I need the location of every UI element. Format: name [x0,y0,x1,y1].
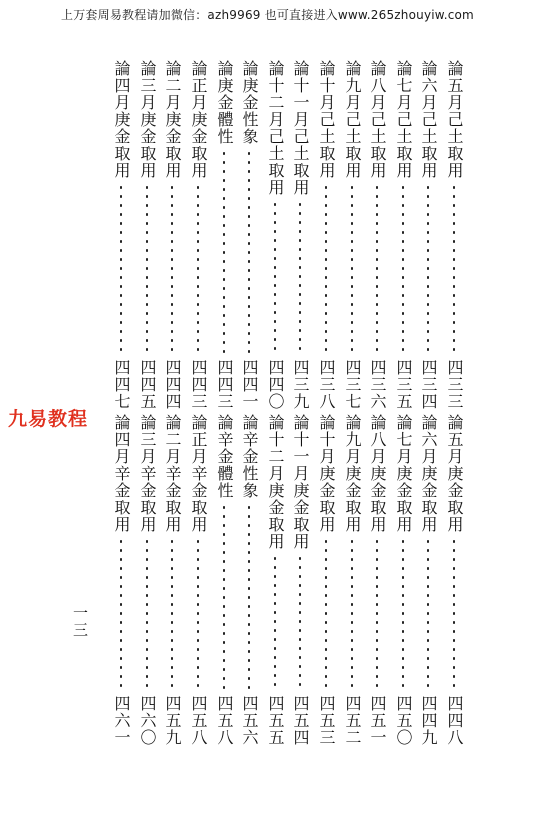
entry-title: 論三月庚金取用 [138,60,157,179]
dot-leader [376,537,378,691]
entry-title: 論三月辛金取用 [138,414,157,533]
toc-top-entry [415,60,441,410]
watermark-logo: 九易教程 [8,408,89,430]
entry-title: 論十一月庚金取用 [291,414,310,550]
page-header-banner: 上万套周易教程请加微信：azh9969 也可直接进入www.265zhouyiw.com [61,8,474,22]
dot-leader [325,537,327,691]
entry-title: 論二月辛金取用 [163,414,182,533]
entry-title: 論五月庚金取用 [445,414,464,533]
entry-title: 論九月庚金取用 [343,414,362,533]
toc-top-entry [313,60,339,410]
entry-title: 論庚金體性 [215,60,234,145]
entry-page-number: 四五八 [215,695,234,746]
entry-page-number: 四四三 [215,359,234,410]
toc-bottom-entry [287,414,313,746]
entry-title: 論正月辛金取用 [189,414,208,533]
dot-leader [197,537,199,691]
toc-bottom-entry [313,414,339,746]
dot-leader [197,183,199,355]
dot-leader [120,183,122,355]
dot-leader [223,149,225,355]
dot-leader [171,537,173,691]
dot-leader [120,537,122,691]
entry-title: 論四月庚金取用 [112,60,131,179]
dot-leader [223,503,225,691]
entry-page-number: 四五五 [266,695,285,746]
dot-leader [274,554,276,691]
folio-number: 一三 [71,605,89,639]
toc-top-entry [364,60,390,410]
dot-leader [274,200,276,355]
dot-leader [351,183,353,355]
entry-title: 論十二月己土取用 [266,60,285,196]
toc-bottom-entry [236,414,262,746]
dot-leader [248,503,250,691]
entry-page-number: 四三三 [445,359,464,410]
toc-bottom-entry [364,414,390,746]
entry-page-number: 四五六 [240,695,259,746]
dot-leader [453,537,455,691]
entry-page-number: 四四九 [419,695,438,746]
entry-page-number: 四四七 [112,359,131,410]
entry-title: 論五月己土取用 [445,60,464,179]
toc-top-entry [287,60,313,410]
entry-page-number: 四五三 [317,695,336,746]
entry-title: 論辛金性象 [240,414,259,499]
dot-leader [325,183,327,355]
entry-title: 論九月己土取用 [343,60,362,179]
toc-top-entry [134,60,160,410]
entry-page-number: 四四三 [189,359,208,410]
entry-title: 論二月庚金取用 [163,60,182,179]
toc-bottom-entry [211,414,237,746]
dot-leader [146,537,148,691]
entry-title: 論十二月庚金取用 [266,414,285,550]
dot-leader [376,183,378,355]
entry-page-number: 四三六 [368,359,387,410]
dot-leader [299,200,301,355]
dot-leader [402,537,404,691]
dot-leader [146,183,148,355]
toc-top-entry [390,60,416,410]
entry-title: 論十月己土取用 [317,60,336,179]
toc-bottom-entry [262,414,288,746]
entry-page-number: 四三九 [291,359,310,410]
dot-leader [299,554,301,691]
toc-bottom-entry [185,414,211,746]
entry-title: 論十一月己土取用 [291,60,310,196]
entry-title: 論辛金體性 [215,414,234,499]
entry-page-number: 四四一 [240,359,259,410]
entry-title: 論正月庚金取用 [189,60,208,179]
toc-top-entry [108,60,134,410]
entry-page-number: 四三四 [419,359,438,410]
toc-top-entry [185,60,211,410]
entry-page-number: 四五四 [291,695,310,746]
entry-page-number: 四六〇 [138,695,157,746]
toc-top-entry [236,60,262,410]
toc-bottom-entry [441,414,467,746]
toc-bottom-entry [339,414,365,746]
toc-top-entry [159,60,185,410]
entry-title: 論四月辛金取用 [112,414,131,533]
entry-page-number: 四四〇 [266,359,285,410]
entry-title: 論七月庚金取用 [394,414,413,533]
dot-leader [248,149,250,355]
entry-title: 論庚金性象 [240,60,259,145]
toc-bottom-entry [134,414,160,746]
entry-title: 論八月己土取用 [368,60,387,179]
entry-title: 論八月庚金取用 [368,414,387,533]
entry-page-number: 四五〇 [394,695,413,746]
toc-bottom-entry [159,414,185,746]
toc-top-entry [262,60,288,410]
entry-page-number: 四六一 [112,695,131,746]
toc-bottom-entry [108,414,134,746]
entry-page-number: 四四八 [445,695,464,746]
toc-top-entry [441,60,467,410]
entry-page-number: 四五九 [163,695,182,746]
dot-leader [402,183,404,355]
entry-page-number: 四三八 [317,359,336,410]
toc-bottom-entry [390,414,416,746]
entry-title: 論七月己土取用 [394,60,413,179]
dot-leader [453,183,455,355]
entry-title: 論六月庚金取用 [419,414,438,533]
toc-top-entry [339,60,365,410]
entry-page-number: 四四五 [138,359,157,410]
entry-page-number: 四四四 [163,359,182,410]
entry-title: 論六月己土取用 [419,60,438,179]
toc-top-entry [211,60,237,410]
dot-leader [427,537,429,691]
dot-leader [427,183,429,355]
entry-page-number: 四五二 [343,695,362,746]
entry-title: 論十月庚金取用 [317,414,336,533]
entry-page-number: 四五八 [189,695,208,746]
dot-leader [171,183,173,355]
entry-page-number: 四五一 [368,695,387,746]
dot-leader [351,537,353,691]
entry-page-number: 四三七 [343,359,362,410]
entry-page-number: 四三五 [394,359,413,410]
toc-bottom-entry [415,414,441,746]
